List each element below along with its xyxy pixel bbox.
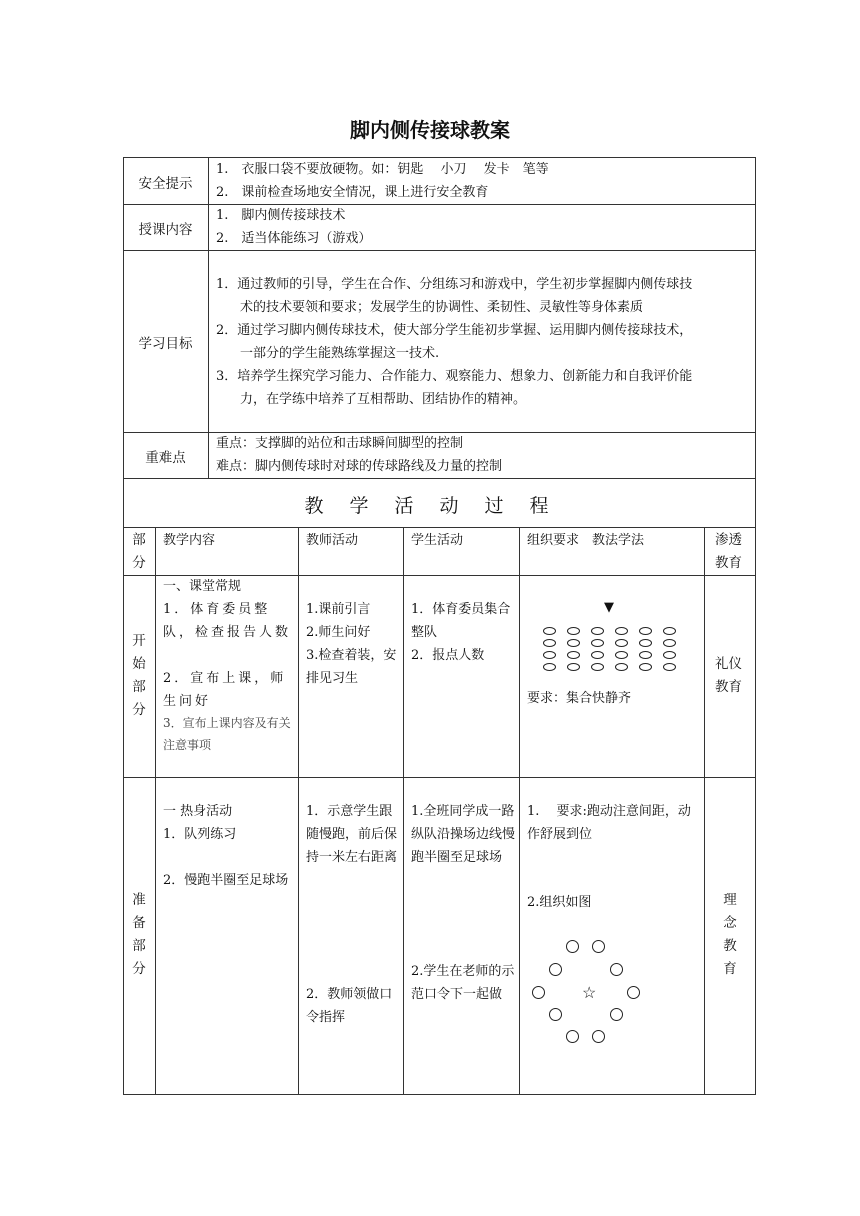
student-position-icon (567, 651, 580, 659)
start-part-label: 开始部分 (132, 633, 146, 718)
start-content-item: 1．体育委员整队，检查报告人数 (163, 602, 292, 640)
teacher-star-icon: ☆ (582, 983, 597, 1002)
prep-part-label: 准备部分 (132, 892, 146, 977)
student-circle-icon (627, 986, 640, 999)
prep-student-item: 1.全班同学成一路纵队沿操场边线慢跑半圈至足球场 (411, 804, 516, 865)
student-circle-icon (549, 1008, 562, 1021)
student-position-icon (543, 627, 556, 635)
student-position-icon (639, 627, 652, 635)
student-position-icon (591, 651, 604, 659)
student-circle-icon (592, 1030, 605, 1043)
content-item: 2. 适当体能练习（游戏） (216, 231, 372, 246)
row-divider (123, 250, 756, 251)
col-divider (704, 527, 705, 1095)
safety-label: 安全提示 (138, 176, 193, 192)
content-item: 1. 脚内侧传接球技术 (216, 208, 346, 223)
key-points-label: 重难点 (145, 450, 186, 466)
content-label: 授课内容 (138, 222, 193, 238)
student-position-icon (591, 639, 604, 647)
student-position-icon (591, 627, 604, 635)
teacher-marker-icon: ▼ (604, 600, 614, 615)
col-divider (155, 527, 156, 1095)
student-circle-icon (549, 963, 562, 976)
prep-teacher-item: 1．示意学生跟随慢跑，前后保持一米左右距离 (306, 804, 398, 865)
student-position-icon (663, 651, 676, 659)
goal-line: 一部分的学生能熟练掌握这一技术. (240, 346, 440, 361)
student-circle-icon (566, 1030, 579, 1043)
col-divider (208, 157, 209, 478)
prep-infuse: 理念教育 (723, 892, 737, 977)
student-position-icon (567, 627, 580, 635)
col-header-student: 学生活动 (411, 533, 464, 548)
student-position-icon (615, 663, 628, 671)
student-position-icon (639, 639, 652, 647)
col-header-teacher: 教师活动 (306, 533, 359, 548)
start-content-head: 一、课堂常规 (163, 579, 242, 594)
start-student-item: 1．体育委员集合整队 (411, 602, 511, 640)
student-position-icon (639, 663, 652, 671)
goals-label: 学习目标 (138, 336, 193, 352)
student-position-icon (567, 639, 580, 647)
start-content-item: 3．宣布上课内容及有关注意事项 (163, 716, 291, 752)
col-header-part: 部分 (132, 532, 146, 571)
start-teacher-item: 2.师生问好 (306, 625, 371, 640)
student-position-icon (543, 651, 556, 659)
prep-student-item: 2.学生在老师的示范口令下一起做 (411, 964, 515, 1002)
student-circle-icon (532, 986, 545, 999)
row-divider (123, 527, 756, 528)
safety-item: 1. 衣服口袋不要放硬物。如：钥匙 小刀 发卡 笔等 (216, 162, 549, 177)
student-circle-icon (592, 940, 605, 953)
start-student-item: 2．报点人数 (411, 648, 485, 663)
student-circle-icon (610, 1008, 623, 1021)
col-header-org: 组织要求 教法学法 (527, 533, 645, 548)
student-position-icon (639, 651, 652, 659)
key-point: 重点：支撑脚的站位和击球瞬间脚型的控制 (216, 436, 464, 451)
student-circle-icon (610, 963, 623, 976)
prep-org-item: 2.组织如图 (527, 895, 592, 910)
student-position-icon (543, 639, 556, 647)
process-heading: 教学活动过程 (304, 495, 575, 517)
goal-line: 力，在学练中培养了互相帮助、团结协作的精神。 (240, 392, 527, 407)
start-infuse: 礼仪教育 (715, 656, 742, 695)
prep-content-item: 1．队列练习 (163, 827, 237, 842)
goal-line: 术的技术要领和要求；发展学生的协调性、柔韧性、灵敏性等身体素质 (240, 300, 644, 315)
goal-line: 3．培养学生探究学习能力、合作能力、观察能力、想象力、创新能力和自我评价能 (216, 369, 693, 384)
document-title: 脚内侧传接球教案 (350, 118, 510, 142)
col-divider (403, 527, 404, 1095)
start-teacher-item: 1.课前引言 (306, 602, 371, 617)
row-divider (123, 777, 756, 778)
col-divider (519, 527, 520, 1095)
student-position-icon (591, 663, 604, 671)
difficult-point: 难点：脚内侧传球时对球的传球路线及力量的控制 (216, 459, 503, 474)
student-position-icon (615, 651, 628, 659)
student-position-icon (567, 663, 580, 671)
student-position-icon (543, 663, 556, 671)
prep-teacher-item: 2．教师领做口令指挥 (306, 987, 393, 1025)
prep-content-head: 一 热身活动 (163, 804, 233, 819)
student-position-icon (663, 663, 676, 671)
start-teacher-item: 3.检查着装，安排见习生 (306, 648, 397, 686)
col-divider (298, 527, 299, 1095)
prep-content-item: 2．慢跑半圈至足球场 (163, 873, 289, 888)
student-position-icon (615, 627, 628, 635)
prep-org-item: 1. 要求:跑动注意间距，动作舒展到位 (527, 804, 691, 842)
student-circle-icon (566, 940, 579, 953)
student-position-icon (615, 639, 628, 647)
col-header-content: 教学内容 (163, 533, 216, 548)
start-org-requirement: 要求：集合快静齐 (527, 691, 632, 706)
student-position-icon (663, 627, 676, 635)
goal-line: 2．通过学习脚内侧传球技术，使大部分学生能初步掌握、运用脚内侧传接球技术， (216, 323, 693, 338)
student-position-icon (663, 639, 676, 647)
row-divider (123, 478, 756, 479)
safety-item: 2. 课前检查场地安全情况，课上进行安全教育 (216, 185, 489, 200)
col-header-infuse: 渗透教育 (715, 532, 742, 571)
start-content-item: 2．宣布上课，师生问好 (163, 671, 287, 709)
goal-line: 1．通过教师的引导，学生在合作、分组练习和游戏中，学生初步掌握脚内侧传球技 (216, 277, 693, 292)
